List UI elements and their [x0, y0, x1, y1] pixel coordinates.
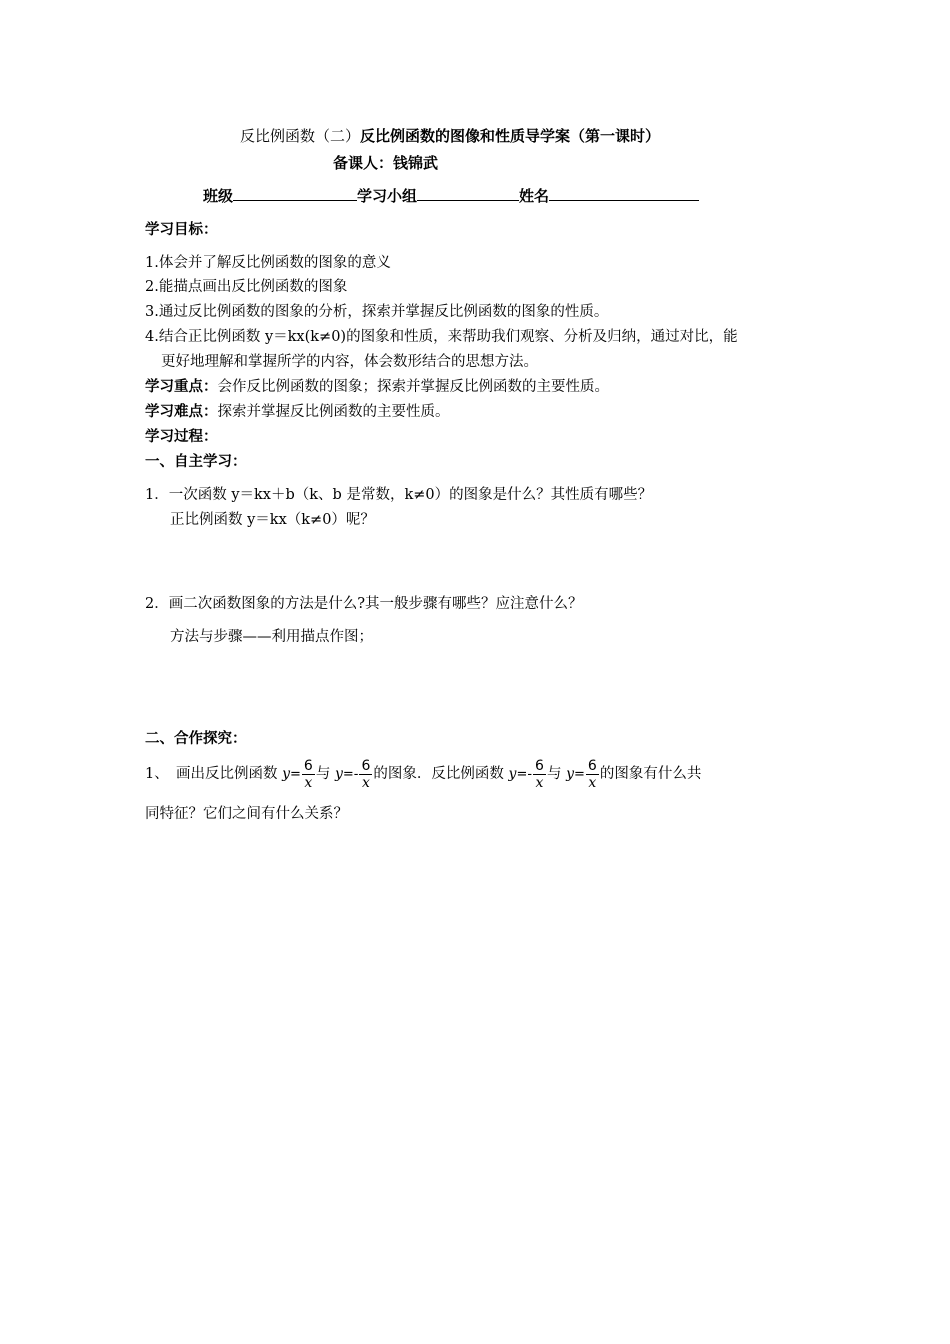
difficulty-text: 探索并掌握反比例函数的主要性质。 — [217, 404, 450, 420]
objective-item-1: 1.体会并了解反比例函数的图象的意义 — [145, 255, 391, 271]
math-y-4: y — [566, 766, 574, 782]
objectives-heading: 学习目标： — [145, 221, 218, 238]
key-point-text: 会作反比例函数的图象；探索并掌握反比例函数的主要性质。 — [217, 379, 609, 395]
cooperative-q1-prefix: 1、 画出反比例函数 — [145, 766, 278, 782]
math-minus-1: - — [353, 767, 359, 782]
page-title-bold: 反比例函数的图像和性质导学案（第一课时） — [360, 127, 661, 145]
fraction-6-over-x-1: $\frac{6}{x}$ — [303, 757, 313, 791]
cooperative-heading: 二、合作探究： — [145, 730, 247, 747]
math-eq-1: = — [290, 767, 301, 782]
math-minus-2: - — [527, 767, 533, 782]
student-info-line — [203, 186, 699, 206]
key-point-label: 学习重点： — [145, 378, 218, 395]
self-study-q2-line1: 2．画二次函数图象的方法是什么?其一般步骤有哪些？应注意什么？ — [145, 596, 583, 612]
math-y-1: y — [282, 766, 291, 782]
class-blank — [233, 186, 357, 201]
class-label: 班级 — [203, 187, 234, 205]
mid-text: 的图象．反比例函数 — [373, 766, 504, 782]
math-eq-2: = — [342, 767, 354, 782]
name-label: 姓名 — [519, 187, 550, 205]
math-y-2: y — [334, 766, 343, 782]
difficulty-label: 学习难点： — [145, 403, 218, 420]
objective-item-2: 2.能描点画出反比例函数的图象 — [145, 279, 348, 295]
page-title-normal: 反比例函数（二） — [240, 127, 361, 145]
math-eq-4: = — [574, 767, 585, 782]
math-y-3: y — [508, 766, 517, 782]
self-study-q1-line2: 正比例函数 y＝kx（k≠0）呢？ — [170, 512, 375, 528]
fraction-6-over-x-3: $\frac{6}{x}$ — [535, 757, 544, 791]
process-heading: 学习过程： — [145, 428, 218, 445]
fraction-6-over-x-2: $\frac{6}{x}$ — [361, 757, 371, 791]
group-label: 学习小组 — [357, 187, 418, 205]
difficulty-line — [145, 402, 450, 422]
objective-item-3: 3.通过反比例函数的图象的分析，探索并掌握反比例函数的图象的性质。 — [145, 304, 609, 320]
name-blank — [549, 186, 699, 201]
fraction-6-over-x-4: $\frac{6}{x}$ — [587, 757, 597, 791]
page-title — [240, 126, 660, 146]
self-study-q2-line2: 方法与步骤——利用描点作图； — [170, 629, 373, 645]
self-study-heading: 一、自主学习： — [145, 453, 247, 470]
group-blank — [417, 186, 519, 201]
key-point-line — [145, 377, 609, 397]
objective-item-4: 4.结合正比例函数 y＝kx(k≠0)的图象和性质，来帮助我们观察、分析及归纳，通过对比，能 — [145, 329, 738, 345]
and-text-1: 与 — [315, 766, 331, 782]
math-eq-3: = — [516, 767, 528, 782]
objective-item-4-cont: 更好地理解和掌握所学的内容，体会数形结合的思想方法。 — [161, 354, 538, 370]
end-text: 的图象有什么共 — [599, 766, 702, 782]
self-study-q1-line1: 1．一次函数 y＝kx＋b（k、b 是常数，k≠0）的图象是什么？其性质有哪些？ — [145, 487, 653, 503]
cooperative-q1-line1 — [145, 755, 701, 794]
author-line: 备课人：钱锦武 — [333, 154, 439, 172]
cooperative-q1-line2: 同特征？它们之间有什么关系？ — [145, 806, 348, 822]
and-text-2: 与 — [546, 766, 562, 782]
